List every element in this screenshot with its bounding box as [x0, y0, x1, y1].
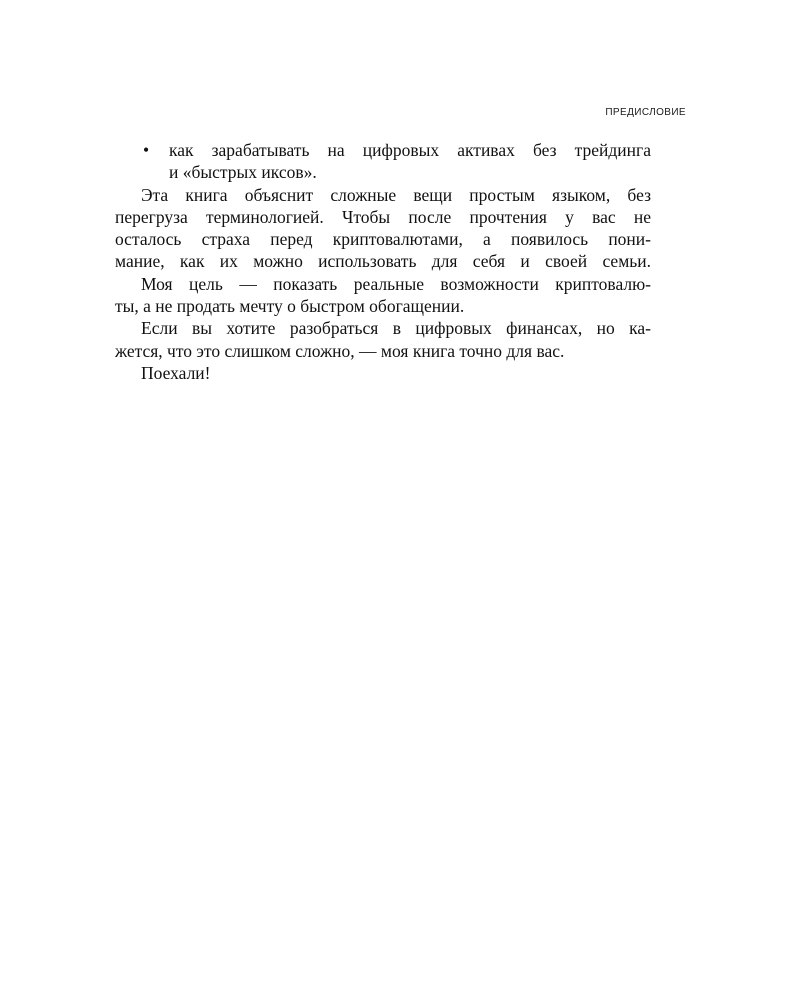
- paragraph-line: ты, а не продать мечту о быстром обогащении.: [115, 296, 465, 317]
- paragraph-line: перегруза терминологией. Чтобы после прочтения у вас не: [115, 206, 651, 227]
- bullet-line: и «быстрых иксов».: [169, 162, 317, 183]
- bullet-item: [115, 139, 651, 184]
- paragraph-line: Поехали!: [141, 362, 211, 383]
- bullet-line-text: как зарабатывать на цифровых активах без трейдинга: [169, 140, 651, 160]
- bullet-icon: •: [143, 140, 150, 160]
- paragraph-line: Если вы хотите разобраться в цифровых финансах, но ка-: [141, 318, 651, 339]
- bullet-line: [115, 139, 651, 161]
- paragraph: [115, 184, 651, 273]
- paragraph-line: осталось страха перед криптовалютами, а появилось пони-: [115, 229, 651, 250]
- paragraph-line: мание, как их можно использовать для себя и своей семьи.: [115, 251, 651, 272]
- paragraph-line: Эта книга объяснит сложные вещи простым языком, без: [141, 184, 651, 205]
- body-text: [115, 139, 651, 384]
- paragraph: [115, 317, 651, 362]
- paragraph: [115, 273, 651, 318]
- paragraph: [115, 362, 651, 384]
- running-head: ПРЕДИСЛОВИЕ: [605, 107, 686, 118]
- paragraph-line: жется, что это слишком сложно, — моя книга точно для вас.: [115, 340, 565, 361]
- paragraph-line: Моя цель — показать реальные возможности криптовалю-: [141, 273, 651, 294]
